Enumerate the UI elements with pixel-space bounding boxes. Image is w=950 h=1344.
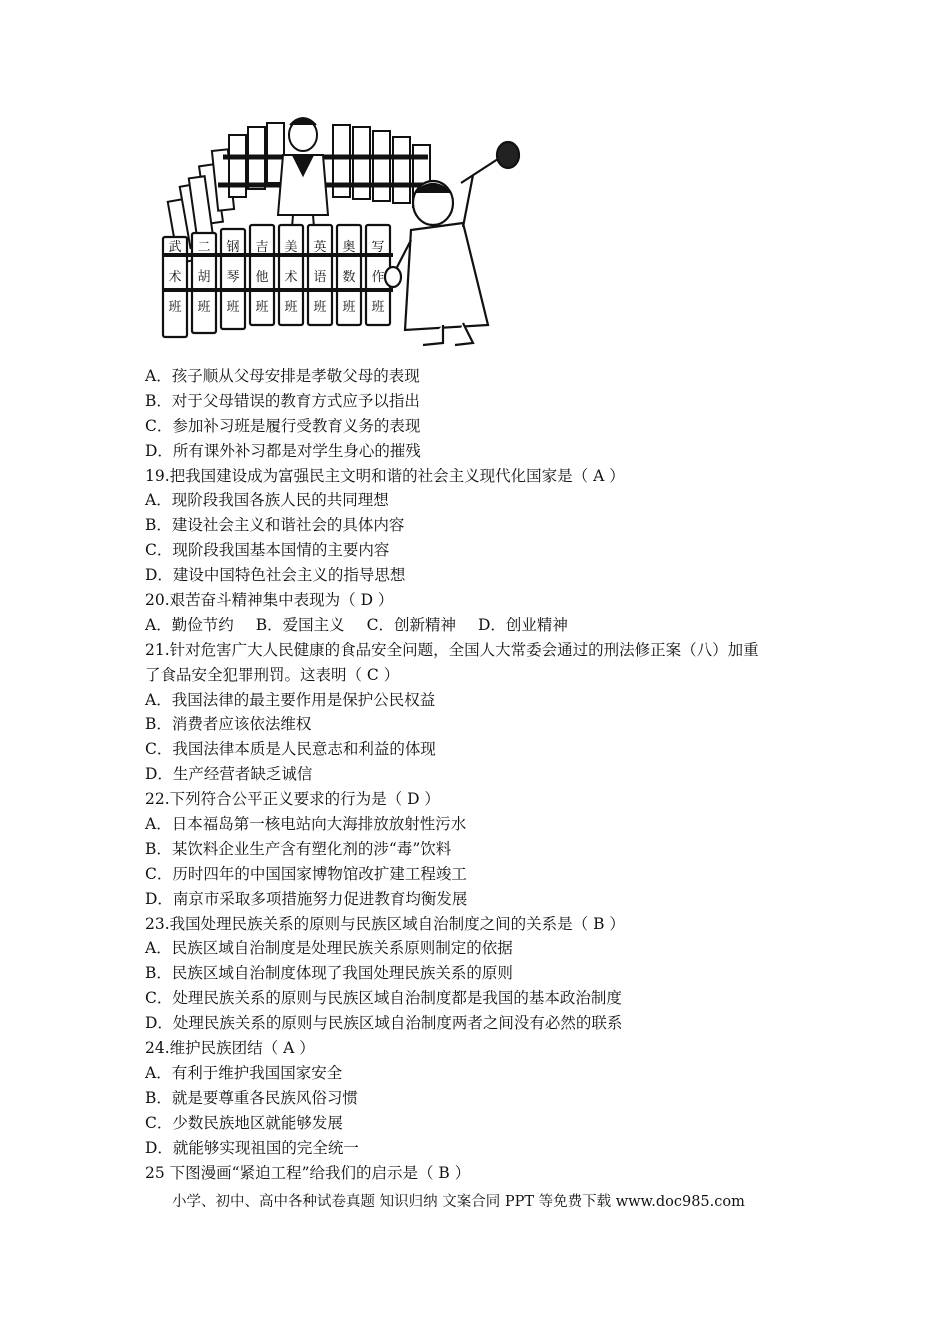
text-line: A．日本福岛第一核电站向大海排放放射性污水 xyxy=(145,815,467,834)
page-footer: 小学、初中、高中各种试卷真题 知识归纳 文案合同 PPT 等免费下载 www.doc985.com xyxy=(172,1194,745,1210)
text-line: A．现阶段我国各族人民的共同理想 xyxy=(145,491,389,510)
q20-option-c: C．创新精神 xyxy=(366,615,456,634)
text-line: C．现阶段我国基本国情的主要内容 xyxy=(145,541,390,560)
fence-board xyxy=(308,225,332,325)
text-line: D．处理民族关系的原则与民族区域自治制度两者之间没有必然的联系 xyxy=(145,1014,623,1033)
q20-option-d: D．创业精神 xyxy=(477,615,568,634)
question-20: 20.艰苦奋斗精神集中表现为（ D ） xyxy=(145,591,394,610)
text-line: C．历时四年的中国国家博物馆改扩建工程竣工 xyxy=(145,864,467,883)
q20-option-b: B．爱国主义 xyxy=(255,615,345,634)
text-line: D．生产经营者缺乏诚信 xyxy=(145,765,313,784)
text-line: C．处理民族关系的原则与民族区域自治制度都是我国的基本政治制度 xyxy=(145,989,622,1008)
fence-label-char: 班 xyxy=(197,300,211,315)
fence-board xyxy=(163,237,187,337)
fence-label-char: 班 xyxy=(284,300,298,315)
fence-label-char: 胡 xyxy=(197,270,211,285)
fence-label-char: 班 xyxy=(371,300,385,315)
text-line: A．孩子顺从父母安排是孝敬父母的表现 xyxy=(145,367,420,385)
hammer-icon xyxy=(461,142,519,183)
fence-label-char: 语 xyxy=(313,270,327,285)
question-19: 19.把我国建设成为富强民主文明和谐的社会主义现代化国家是（ A ） xyxy=(145,466,625,485)
text-line: A．民族区域自治制度是处理民族关系原则制定的依据 xyxy=(145,939,513,958)
text-line: A．有利于维护我国国家安全 xyxy=(145,1063,343,1082)
fence-label-char: 班 xyxy=(168,300,182,315)
text-line: D．就能够实现祖国的完全统一 xyxy=(145,1138,359,1157)
q20-options xyxy=(145,613,825,638)
fence-label-char: 美 xyxy=(284,240,298,255)
fence-board xyxy=(192,233,216,333)
question-22: 22.下列符合公平正义要求的行为是（ D ） xyxy=(145,790,440,809)
text-line: B．消费者应该依法维权 xyxy=(145,715,312,734)
fence-label-char: 武 xyxy=(168,240,182,255)
question-25: 25 下图漫画“紧迫工程”给我们的启示是（ B ） xyxy=(145,1163,471,1182)
text-line: C．参加补习班是履行受教育义务的表现 xyxy=(145,416,421,435)
fence-label-char: 钢 xyxy=(226,240,240,255)
fence-label-char: 英 xyxy=(313,240,327,255)
fence-label-char: 术 xyxy=(168,270,182,285)
text-line: B．就是要尊重各民族风俗习惯 xyxy=(145,1088,358,1107)
fence-label-char: 数 xyxy=(342,270,356,285)
fence-board xyxy=(221,229,245,329)
fence-label-char: 奥 xyxy=(342,240,356,255)
text-line: B．某饮料企业生产含有塑化剂的涉“毒”饮料 xyxy=(145,839,452,858)
text-line: B．对于父母错误的教育方式应予以指出 xyxy=(145,391,420,410)
fence-label-char: 他 xyxy=(255,270,269,285)
fence-label-char: 班 xyxy=(255,300,269,315)
fence-label-char: 作 xyxy=(371,270,385,285)
text-line: D．所有课外补习都是对学生身心的摧残 xyxy=(145,441,421,460)
text-line: 了食品安全犯罪刑罚。这表明（ C ） xyxy=(145,665,400,684)
text-line: B．民族区域自治制度体现了我国处理民族关系的原则 xyxy=(145,964,513,983)
fence-label-char: 二 xyxy=(197,240,211,255)
text-line: D．建设中国特色社会主义的指导思想 xyxy=(145,566,406,585)
fence-label-char: 琴 xyxy=(226,270,240,285)
text-line: C．少数民族地区就能够发展 xyxy=(145,1113,343,1132)
fence-label-char: 班 xyxy=(313,300,327,315)
fence-board xyxy=(337,225,361,325)
fence-board xyxy=(250,225,274,325)
question-24: 24.维护民族团结（ A ） xyxy=(145,1039,315,1058)
q20-option-a: A．勤俭节约 xyxy=(145,615,234,634)
text-line: A．我国法律的最主要作用是保护公民权益 xyxy=(145,690,436,709)
question-text xyxy=(145,364,825,1185)
question-23: 23.我国处理民族关系的原则与民族区域自治制度之间的关系是（ B ） xyxy=(145,914,625,933)
question-21: 21.针对危害广大人民健康的食品安全问题，全国人大常委会通过的刑法修正案（八）加重 xyxy=(145,640,759,659)
fence-front xyxy=(163,225,390,337)
fence-board xyxy=(279,225,303,325)
child-figure xyxy=(278,118,328,240)
text-line: B．建设社会主义和谐社会的具体内容 xyxy=(145,516,405,535)
text-line: C．我国法律本质是人民意志和利益的体现 xyxy=(145,740,436,759)
fence-label-char: 班 xyxy=(342,300,356,315)
cartoon-illustration xyxy=(143,115,535,347)
text-line: D．南京市采取多项措施努力促进教育均衡发展 xyxy=(145,889,468,908)
fence-label-char: 班 xyxy=(226,300,240,315)
fence-label-char: 吉 xyxy=(255,240,269,255)
fence-label-char: 写 xyxy=(371,240,385,255)
fence-label-char: 术 xyxy=(284,270,298,285)
